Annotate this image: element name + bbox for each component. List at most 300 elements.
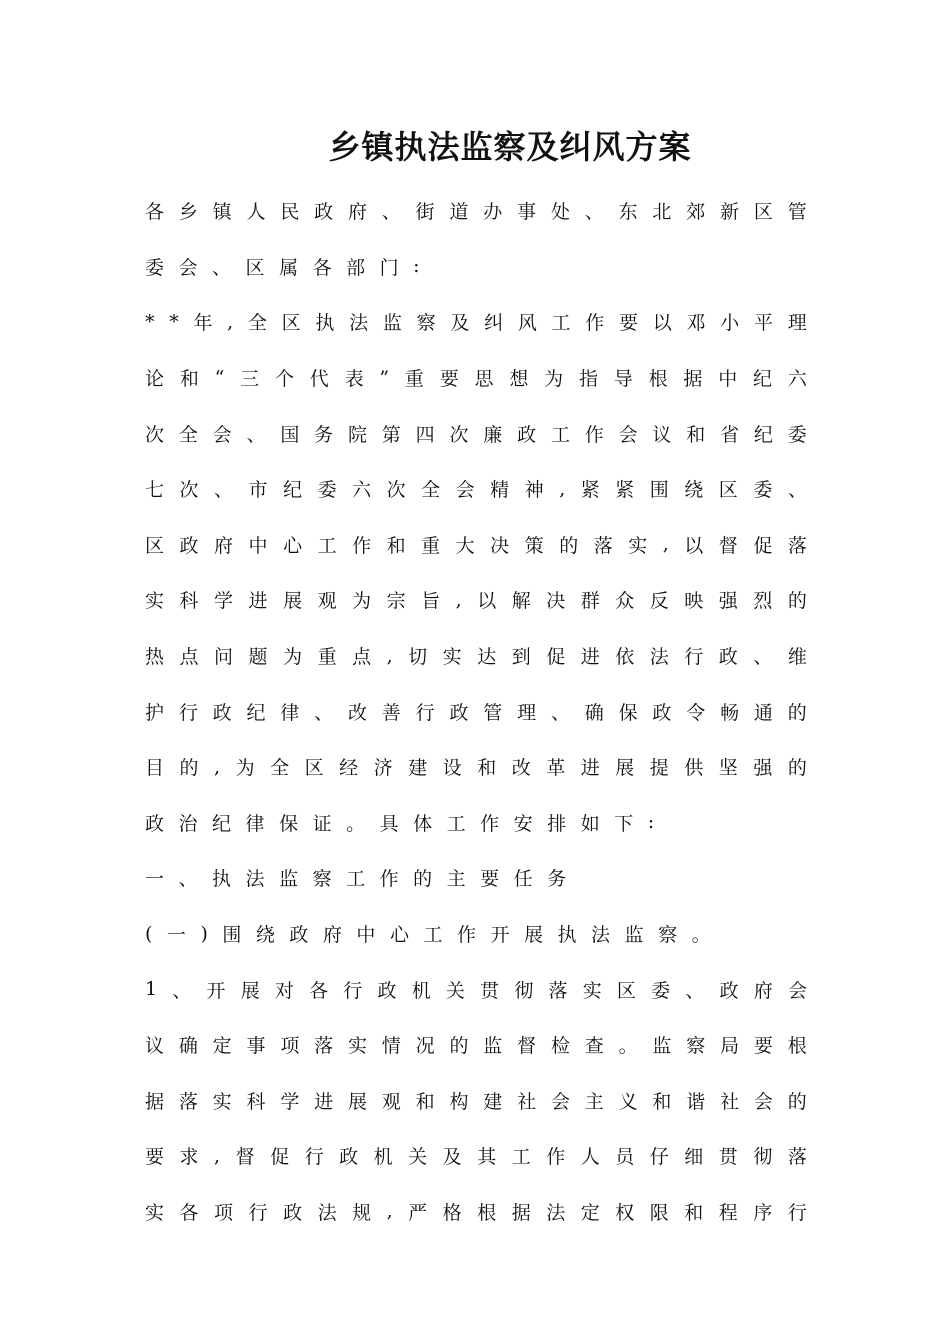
glyph: 群 xyxy=(580,590,600,613)
glyph: , xyxy=(559,477,566,500)
glyph: 点 xyxy=(179,646,199,669)
glyph: 委 xyxy=(753,479,773,502)
glyph: 各 xyxy=(312,256,332,279)
glyph: 学 xyxy=(280,1090,300,1113)
glyph: 次 xyxy=(145,423,165,446)
glyph: 、 xyxy=(550,701,570,724)
glyph: ) xyxy=(200,922,208,945)
glyph: 改 xyxy=(511,757,531,780)
glyph: 委 xyxy=(787,423,807,446)
glyph: 纪 xyxy=(283,479,303,502)
glyph: 镇 xyxy=(212,201,232,224)
glyph: 主 xyxy=(446,868,466,891)
glyph: , xyxy=(227,310,234,333)
glyph: 和 xyxy=(652,1090,672,1113)
glyph: 实 xyxy=(145,590,165,613)
glyph: 部 xyxy=(346,256,366,279)
body-line xyxy=(145,683,807,739)
glyph: 三 xyxy=(240,368,260,391)
glyph: 平 xyxy=(753,312,773,335)
glyph: 、 xyxy=(172,979,192,1002)
glyph: 府 xyxy=(214,534,234,557)
glyph: 下 xyxy=(614,812,634,835)
glyph: 的 xyxy=(413,868,433,891)
glyph: 次 xyxy=(386,479,406,502)
glyph: 、 xyxy=(584,201,604,224)
glyph: 区 xyxy=(304,757,324,780)
glyph: 全 xyxy=(421,479,441,502)
glyph: 绕 xyxy=(255,924,275,947)
glyph: 想 xyxy=(509,368,529,391)
glyph: : xyxy=(647,811,655,834)
glyph: 府 xyxy=(322,924,342,947)
glyph: 映 xyxy=(684,590,704,613)
glyph: 各 xyxy=(309,979,329,1002)
glyph: 革 xyxy=(546,757,566,780)
glyph: 行 xyxy=(343,979,363,1002)
glyph: 六 xyxy=(352,479,372,502)
glyph: 、 xyxy=(246,423,266,446)
glyph: 强 xyxy=(718,590,738,613)
glyph: 格 xyxy=(442,1201,462,1224)
body-line xyxy=(145,350,807,406)
glyph: 体 xyxy=(413,812,433,835)
glyph: 。 xyxy=(346,812,366,835)
glyph: 议 xyxy=(652,423,672,446)
glyph: 会 xyxy=(550,1090,570,1113)
glyph: 年 xyxy=(193,312,213,335)
body-line xyxy=(145,1073,807,1129)
glyph: 察 xyxy=(686,1035,706,1058)
glyph: 郊 xyxy=(686,201,706,224)
glyph: 政 xyxy=(652,701,672,724)
glyph: 展 xyxy=(283,590,303,613)
glyph: 政 xyxy=(283,1201,303,1224)
glyph: 关 xyxy=(445,979,465,1002)
glyph: 督 xyxy=(718,534,738,557)
glyph: 一 xyxy=(166,924,186,947)
glyph: 人 xyxy=(580,1146,600,1169)
glyph: 的 xyxy=(787,590,807,613)
glyph: 的 xyxy=(787,701,807,724)
glyph: 建 xyxy=(408,757,428,780)
glyph: , xyxy=(214,755,221,778)
body-line xyxy=(145,795,807,851)
glyph: 展 xyxy=(347,1090,367,1113)
glyph: 据 xyxy=(145,1090,165,1113)
glyph: 神 xyxy=(524,479,544,502)
glyph: 社 xyxy=(720,1090,740,1113)
glyph: 强 xyxy=(753,757,773,780)
glyph: 细 xyxy=(684,1146,704,1169)
body-line xyxy=(145,739,807,795)
glyph: 事 xyxy=(246,1035,266,1058)
glyph: 程 xyxy=(718,1201,738,1224)
glyph: 道 xyxy=(449,201,469,224)
glyph: 提 xyxy=(649,757,669,780)
glyph: 促 xyxy=(753,534,773,557)
glyph: 要 xyxy=(480,868,500,891)
glyph: 议 xyxy=(145,1035,165,1058)
glyph: 进 xyxy=(580,646,600,669)
glyph: 、 xyxy=(214,479,234,502)
glyph: 廉 xyxy=(483,423,503,446)
glyph: 全 xyxy=(270,757,290,780)
glyph: 排 xyxy=(547,812,567,835)
glyph: 督 xyxy=(517,1035,537,1058)
glyph: 紧 xyxy=(615,479,635,502)
glyph: 察 xyxy=(416,312,436,335)
glyph: 重 xyxy=(404,368,424,391)
glyph: 精 xyxy=(490,479,510,502)
glyph: 和 xyxy=(179,368,199,391)
glyph: 表 xyxy=(344,368,364,391)
glyph: 街 xyxy=(415,201,435,224)
glyph: 要 xyxy=(753,1035,773,1058)
glyph: 据 xyxy=(683,368,703,391)
body-line xyxy=(145,1017,807,1073)
glyph: 坚 xyxy=(718,757,738,780)
glyph: 反 xyxy=(649,590,669,613)
glyph: 落 xyxy=(178,1090,198,1113)
glyph: 题 xyxy=(248,646,268,669)
glyph: 宗 xyxy=(386,590,406,613)
glyph: 具 xyxy=(379,812,399,835)
glyph: 的 xyxy=(449,1035,469,1058)
glyph: 定 xyxy=(212,1035,232,1058)
glyph: 解 xyxy=(511,590,531,613)
glyph: 监 xyxy=(382,312,402,335)
glyph: 监 xyxy=(624,924,644,947)
glyph: 的 xyxy=(179,757,199,780)
glyph: 热 xyxy=(145,646,165,669)
glyph: 以 xyxy=(684,534,704,557)
glyph: 根 xyxy=(648,368,668,391)
glyph: 工 xyxy=(550,423,570,446)
glyph: 落 xyxy=(314,1035,334,1058)
glyph: 政 xyxy=(314,201,334,224)
glyph: 目 xyxy=(145,757,165,780)
glyph: 学 xyxy=(214,590,234,613)
glyph: 贯 xyxy=(718,1146,738,1169)
body-line xyxy=(145,850,807,906)
glyph: 心 xyxy=(389,924,409,947)
glyph: 及 xyxy=(450,312,470,335)
glyph: 作 xyxy=(585,312,605,335)
glyph: 权 xyxy=(615,1201,635,1224)
glyph: 区 xyxy=(145,534,165,557)
glyph: 会 xyxy=(455,479,475,502)
glyph: 纪 xyxy=(753,368,773,391)
glyph: 民 xyxy=(280,201,300,224)
glyph: 策 xyxy=(524,534,544,557)
glyph: 为 xyxy=(352,590,372,613)
glyph: 心 xyxy=(283,534,303,557)
glyph: 一 xyxy=(145,868,165,891)
glyph: 安 xyxy=(513,812,533,835)
glyph: 况 xyxy=(415,1035,435,1058)
glyph: 任 xyxy=(513,868,533,891)
glyph: 和 xyxy=(477,757,497,780)
glyph: 律 xyxy=(245,812,265,835)
glyph: 行 xyxy=(248,1201,268,1224)
glyph: 府 xyxy=(753,979,773,1002)
glyph: 作 xyxy=(456,924,476,947)
glyph: 门 xyxy=(379,256,399,279)
glyph: 谐 xyxy=(686,1090,706,1113)
glyph: 展 xyxy=(615,757,635,780)
glyph: 工 xyxy=(346,868,366,891)
glyph: 行 xyxy=(415,701,435,724)
glyph: “ xyxy=(214,366,225,389)
glyph: 督 xyxy=(235,1146,255,1169)
glyph: 会 xyxy=(212,423,232,446)
glyph: 设 xyxy=(442,757,462,780)
glyph: 旨 xyxy=(421,590,441,613)
glyph: 作 xyxy=(379,868,399,891)
body-line xyxy=(145,1184,807,1240)
glyph: 如 xyxy=(580,812,600,835)
glyph: 点 xyxy=(352,646,372,669)
glyph: 政 xyxy=(718,646,738,669)
glyph: 政 xyxy=(179,534,199,557)
glyph: 东 xyxy=(618,201,638,224)
glyph: 院 xyxy=(347,423,367,446)
glyph: 要 xyxy=(439,368,459,391)
glyph: 绕 xyxy=(684,479,704,502)
glyph: 委 xyxy=(145,256,165,279)
glyph: 全 xyxy=(178,423,198,446)
glyph: 对 xyxy=(274,979,294,1002)
glyph: 府 xyxy=(347,201,367,224)
glyph: 确 xyxy=(584,701,604,724)
body-line xyxy=(145,906,807,962)
glyph: 构 xyxy=(449,1090,469,1113)
glyph: 要 xyxy=(145,1146,165,1169)
glyph: 员 xyxy=(615,1146,635,1169)
glyph: 。 xyxy=(691,924,711,947)
glyph: 保 xyxy=(279,812,299,835)
glyph: 开 xyxy=(490,924,510,947)
glyph: , xyxy=(386,1200,393,1223)
glyph: 委 xyxy=(651,979,671,1002)
glyph: 展 xyxy=(240,979,260,1002)
glyph: 的 xyxy=(559,534,579,557)
glyph: 为 xyxy=(235,757,255,780)
glyph: 检 xyxy=(550,1035,570,1058)
glyph: 及 xyxy=(442,1146,462,1169)
glyph: 管 xyxy=(483,701,503,724)
glyph: 经 xyxy=(339,757,359,780)
glyph: 政 xyxy=(719,979,739,1002)
body-line xyxy=(145,294,807,350)
glyph: * xyxy=(169,310,179,333)
glyph: 政 xyxy=(339,1146,359,1169)
glyph: 、 xyxy=(685,979,705,1002)
glyph: 令 xyxy=(686,701,706,724)
glyph: 1 xyxy=(145,978,158,1001)
glyph: 依 xyxy=(615,646,635,669)
glyph: 区 xyxy=(718,479,738,502)
glyph: , xyxy=(386,644,393,667)
glyph: 行 xyxy=(684,646,704,669)
glyph: 行 xyxy=(787,1201,807,1224)
glyph: 执 xyxy=(212,868,232,891)
glyph: 第 xyxy=(381,423,401,446)
glyph: 彻 xyxy=(753,1146,773,1169)
glyph: 和 xyxy=(686,423,706,446)
glyph: 中 xyxy=(356,924,376,947)
glyph: 工 xyxy=(446,812,466,835)
glyph: 义 xyxy=(618,1090,638,1113)
glyph: 以 xyxy=(477,590,497,613)
glyph: 、 xyxy=(753,646,773,669)
glyph: 据 xyxy=(511,1201,531,1224)
glyph: 次 xyxy=(179,479,199,502)
glyph: 局 xyxy=(720,1035,740,1058)
glyph: 六 xyxy=(787,368,807,391)
glyph: 为 xyxy=(283,646,303,669)
document-title: 乡镇执法监察及纠风方案 xyxy=(328,128,692,166)
glyph: 人 xyxy=(246,201,266,224)
glyph: 项 xyxy=(280,1035,300,1058)
glyph: 关 xyxy=(408,1146,428,1169)
glyph: 政 xyxy=(289,924,309,947)
glyph: 法 xyxy=(649,646,669,669)
glyph: 观 xyxy=(381,1090,401,1113)
glyph: 科 xyxy=(246,1090,266,1113)
glyph: 促 xyxy=(546,646,566,669)
glyph: 围 xyxy=(222,924,242,947)
body-line xyxy=(145,183,807,239)
glyph: 市 xyxy=(248,479,268,502)
glyph: 实 xyxy=(628,534,648,557)
glyph: 监 xyxy=(483,1035,503,1058)
glyph: 通 xyxy=(753,701,773,724)
body-line xyxy=(145,628,807,684)
glyph: 会 xyxy=(787,979,807,1002)
glyph: 序 xyxy=(753,1201,773,1224)
glyph: 区 xyxy=(281,312,301,335)
glyph: 中 xyxy=(718,368,738,391)
glyph: 会 xyxy=(178,256,198,279)
glyph: 进 xyxy=(580,757,600,780)
glyph: 处 xyxy=(550,201,570,224)
glyph: 要 xyxy=(619,312,639,335)
glyph: 理 xyxy=(517,701,537,724)
glyph: 济 xyxy=(373,757,393,780)
glyph: 严 xyxy=(408,1201,428,1224)
body-line xyxy=(145,961,807,1017)
glyph: 北 xyxy=(652,201,672,224)
glyph: 开 xyxy=(206,979,226,1002)
glyph: 烈 xyxy=(753,590,773,613)
glyph: 确 xyxy=(178,1035,198,1058)
glyph: 决 xyxy=(546,590,566,613)
glyph: 观 xyxy=(317,590,337,613)
glyph: 紧 xyxy=(580,479,600,502)
glyph: 求 xyxy=(179,1146,199,1169)
glyph: 法 xyxy=(546,1201,566,1224)
glyph: 到 xyxy=(511,646,531,669)
glyph: 、 xyxy=(178,868,198,891)
body-line xyxy=(145,1128,807,1184)
glyph: 政 xyxy=(212,701,232,724)
glyph: 建 xyxy=(483,1090,503,1113)
glyph: 仔 xyxy=(649,1146,669,1169)
glyph: 会 xyxy=(618,423,638,446)
glyph: 护 xyxy=(145,701,165,724)
glyph: 指 xyxy=(578,368,598,391)
glyph: 省 xyxy=(720,423,740,446)
glyph: 纠 xyxy=(484,312,504,335)
glyph: 政 xyxy=(145,812,165,835)
glyph: 导 xyxy=(613,368,633,391)
glyph: 情 xyxy=(381,1035,401,1058)
glyph: 落 xyxy=(593,534,613,557)
glyph: ( xyxy=(145,922,153,945)
glyph: 纪 xyxy=(246,701,266,724)
glyph: 大 xyxy=(455,534,475,557)
glyph: 国 xyxy=(280,423,300,446)
glyph: 实 xyxy=(347,1035,367,1058)
glyph: 七 xyxy=(145,479,165,502)
glyph: 论 xyxy=(145,368,165,391)
glyph: 、 xyxy=(314,701,334,724)
glyph: 作 xyxy=(584,423,604,446)
glyph: 工 xyxy=(511,1146,531,1169)
glyph: 行 xyxy=(304,1146,324,1169)
glyph: 。 xyxy=(618,1035,638,1058)
glyph: 个 xyxy=(274,368,294,391)
glyph: 其 xyxy=(477,1146,497,1169)
glyph: 为 xyxy=(544,368,564,391)
glyph: 重 xyxy=(317,646,337,669)
glyph: 邓 xyxy=(686,312,706,335)
glyph: 委 xyxy=(317,479,337,502)
glyph: 规 xyxy=(352,1201,372,1224)
glyph: 执 xyxy=(557,924,577,947)
glyph: 管 xyxy=(787,201,807,224)
glyph: 各 xyxy=(145,201,165,224)
glyph: 法 xyxy=(591,924,611,947)
glyph: ” xyxy=(379,366,390,389)
glyph: 善 xyxy=(381,701,401,724)
glyph: 促 xyxy=(270,1146,290,1169)
glyph: , xyxy=(214,1144,221,1167)
glyph: 理 xyxy=(787,312,807,335)
glyph: 供 xyxy=(684,757,704,780)
glyph: 、 xyxy=(787,479,807,502)
glyph: 限 xyxy=(649,1201,669,1224)
glyph: 查 xyxy=(584,1035,604,1058)
glyph: 的 xyxy=(787,1090,807,1113)
glyph: 纪 xyxy=(753,423,773,446)
glyph: 治 xyxy=(178,812,198,835)
glyph: 实 xyxy=(212,1090,232,1113)
glyph: 务 xyxy=(547,868,567,891)
body-line xyxy=(145,572,807,628)
glyph: 证 xyxy=(312,812,332,835)
glyph: 政 xyxy=(377,979,397,1002)
glyph: 进 xyxy=(248,590,268,613)
glyph: 、 xyxy=(212,256,232,279)
glyph: 律 xyxy=(280,701,300,724)
glyph: 落 xyxy=(787,534,807,557)
glyph: 畅 xyxy=(720,701,740,724)
glyph: 事 xyxy=(517,201,537,224)
glyph: 行 xyxy=(178,701,198,724)
